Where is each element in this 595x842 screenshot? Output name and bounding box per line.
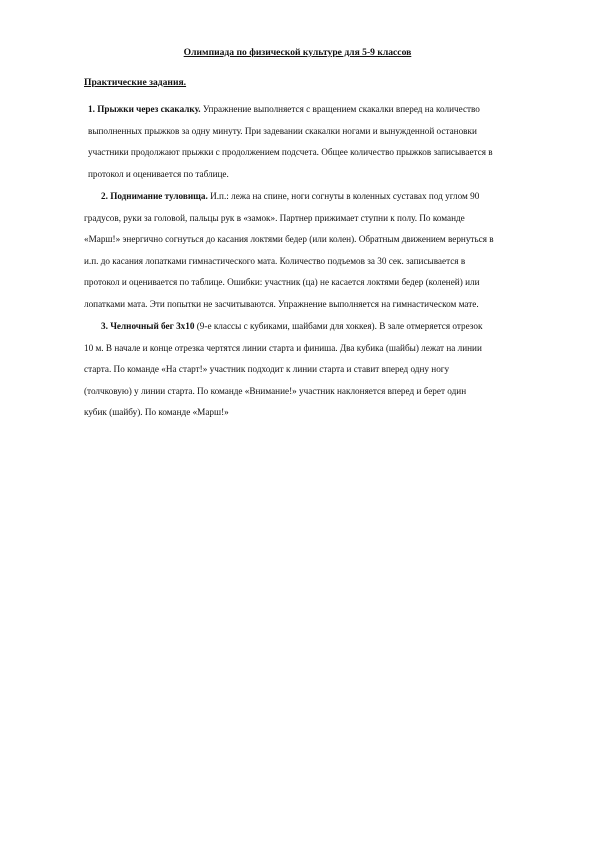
task-2-text-1: И.п.: лежа на спине, ноги согнуты в коленных суставах под углом 90 [207,191,480,201]
task-2-line-5: протокол и оценивается по таблице. Ошибки: участник (ца) не касается локтями бедер (коленей) или [84,277,480,288]
task-3-line-1 [0,316,595,338]
task-3-text-1: (9-е классы с кубиками, шайбами для хоккея). В зале отмеряется отрезок [194,321,483,331]
document-title: Олимпиада по физической культуре для 5-9 классов [183,47,412,58]
task-1-line-4: протокол и оценивается по таблице. [88,168,229,179]
task-1-heading: 1. Прыжки через скакалку. [88,104,201,114]
task-2-line-6: лопатками мата. Эти попытки не засчитываются. Упражнение выполняется на гимнастическом мате. [84,298,479,309]
task-1-line-3: участники продолжают прыжки с продолжением подсчета. Общее количество прыжков записывается в [88,147,493,158]
task-2-line-4: и.п. до касания лопатками гимнастического мата. Количество подъемов за 30 сек. записывается в [84,255,466,266]
task-3-line-5: кубик (шайбу). По команде «Марш!» [84,407,229,418]
task-2-paragraph [0,186,595,316]
task-2-line-1 [0,186,595,208]
task-3-line-3: старта. По команде «На старт!» участник подходит к линии старта и ставит вперед одну ногу [84,364,450,375]
task-3-paragraph [0,316,595,424]
task-1-text-1: Упражнение выполняется с вращением скакалки вперед на количество [200,104,480,114]
task-1-line-2: выполненных прыжков за одну минуту. При задевании скакалки ногами и вынужденной остановки [88,125,477,136]
task-1-paragraph [0,99,595,185]
task-2-line-2: градусов, руки за головой, пальцы рук в «замок». Партнер прижимает ступни к полу. По команде [84,212,465,223]
task-2-heading: 2. Поднимание туловища. [101,191,208,201]
section-subtitle: Практические задания. [84,77,187,88]
task-1-line-1 [0,99,595,121]
task-2-line-3: «Марш!» энергично согнуться до касания локтями бедер (или колен). Обратным движением вернуться в [84,234,494,245]
task-3-heading: 3. Челночный бег 3х10 [101,321,195,331]
task-3-line-2: 10 м. В начале и конце отрезка чертятся линии старта и финиша. Два кубика (шайбы) лежат на линии [84,342,482,353]
task-3-line-4: (толчковую) у линии старта. По команде «Внимание!» участник наклоняется вперед и берет один [84,385,467,396]
